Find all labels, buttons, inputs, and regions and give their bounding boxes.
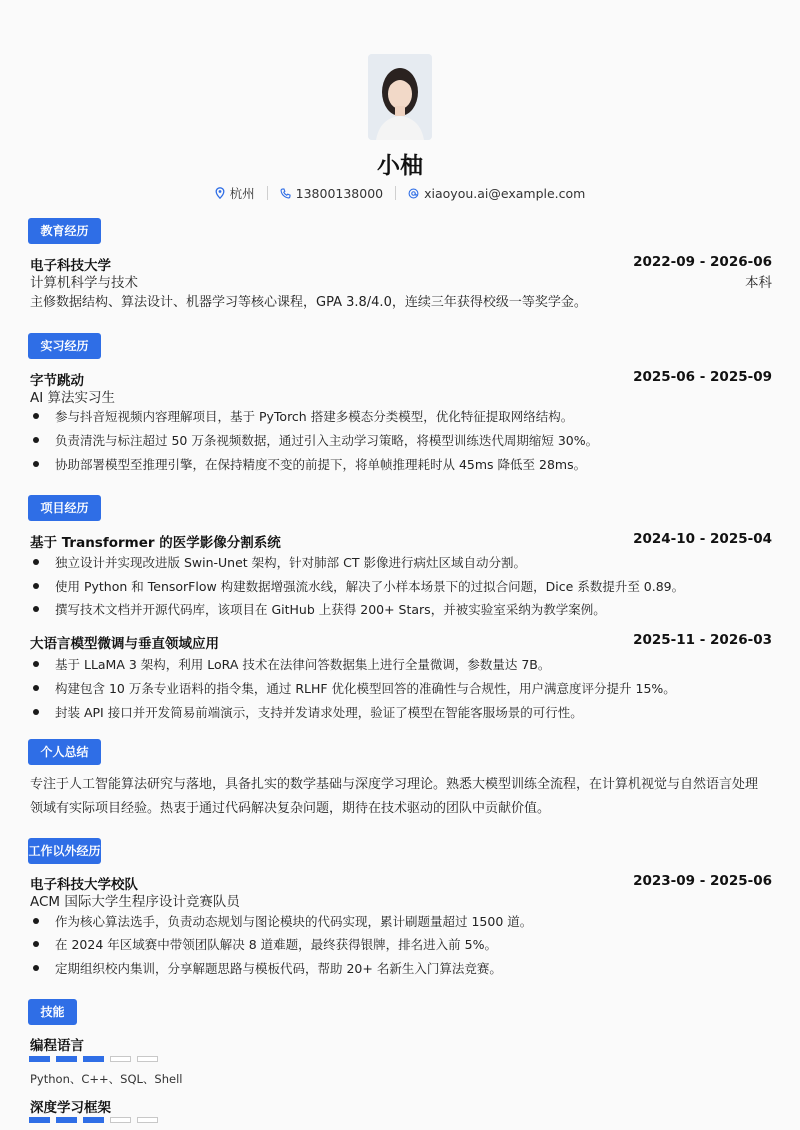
skill-level-empty xyxy=(110,1056,131,1062)
section-heading-education: 教育经历 xyxy=(28,218,101,244)
divider xyxy=(395,186,396,200)
section-heading-internship: 实习经历 xyxy=(28,333,101,359)
project-title: 基于 Transformer 的医学影像分割系统 xyxy=(30,535,281,551)
skill-level-bars xyxy=(29,1117,158,1123)
section-heading-summary: 个人总结 xyxy=(28,739,101,765)
skill-level-filled xyxy=(83,1056,104,1062)
education-subheader xyxy=(30,271,772,291)
bullet-dot xyxy=(33,413,39,419)
skill-title: 深度学习框架 xyxy=(30,1100,111,1116)
project-date: 2024-10 - 2025-04 xyxy=(633,531,772,547)
extra-role: ACM 国际大学生程序设计竞赛队员 xyxy=(30,894,240,910)
internship-date: 2025-06 - 2025-09 xyxy=(633,369,772,385)
section-heading-projects: 项目经历 xyxy=(28,495,101,521)
skill-level-empty xyxy=(137,1056,158,1062)
project-header xyxy=(30,531,772,551)
skill-level-filled xyxy=(56,1056,77,1062)
bullet-dot xyxy=(33,583,39,589)
project-title: 大语言模型微调与垂直领域应用 xyxy=(30,636,219,652)
project-date: 2025-11 - 2026-03 xyxy=(633,632,772,648)
internship-role-row xyxy=(30,386,772,406)
bullet-dot xyxy=(33,559,39,565)
phone-item xyxy=(280,186,383,201)
company-name: 字节跳动 xyxy=(30,373,84,389)
profile-photo xyxy=(368,54,432,140)
skill-title: 编程语言 xyxy=(30,1038,84,1054)
phone-icon xyxy=(280,188,291,199)
extra-date: 2023-09 - 2025-06 xyxy=(633,873,772,889)
section-heading-extra: 工作以外经历 xyxy=(28,838,101,864)
skill-level-filled xyxy=(83,1117,104,1123)
skill-level-bars xyxy=(29,1056,158,1062)
summary-line-1: 专注于人工智能算法研究与落地，具备扎实的数学基础与深度学习理论。熟悉大模型训练全流程，在计算机视觉与自然语言处理 xyxy=(30,777,759,792)
skill-level-filled xyxy=(29,1056,50,1062)
divider xyxy=(267,186,268,200)
degree: 本科 xyxy=(745,275,772,291)
bullet-dot xyxy=(33,437,39,443)
bullet-dot xyxy=(33,661,39,667)
bullet-dot xyxy=(33,941,39,947)
school-name: 电子科技大学 xyxy=(30,258,111,274)
bullet-dot xyxy=(33,606,39,612)
skill-detail: Python、C++、SQL、Shell xyxy=(30,1072,183,1086)
section-heading-skills: 技能 xyxy=(28,999,77,1025)
skill-level-empty xyxy=(137,1117,158,1123)
education-description: 主修数据结构、算法设计、机器学习等核心课程，GPA 3.8/4.0，连续三年获得校级一等奖学金。 xyxy=(30,295,587,310)
bullet-dot xyxy=(33,709,39,715)
resume-page: 小柚 杭州 13800138000 xiaoyou.ai@example.com 教育经历 电子科技大学 2022-09 - 2026-06 计算机科学与技术 本科 主修数据结构、算法设计、机器学习等核心课程，GPA 3.8/4.0，连续三年获得校级一等奖学金。 实习经历 字节跳动 2025-06 - 2025-09 AI 算法实习生 参与抖音短视频内容理解项目，基于 PyTorch 搭建多模态分类模型，优化特征提取网络结构。 负责清洗与标注超过 50 万条视频数据，通过引入主动学习策略，将模型训练迭代周期缩短 30%。 协助部署模型至推理引擎，在保持精度不变的前提下，将单帧推理耗时从 45ms 降低至 28ms。 项目经历 基于 Transformer 的医学影像分割系统 2024-10 - 2025-04 独立设计并实现改进版 Swin-Unet 架构，针对肺部 CT 影像进行病灶区域自动分割。 使用 Python 和 TensorFlow 构建数据增强流水线，解决了小样本场景下的过拟合问题，Dice 系数提升至 0.89。 撰写技术文档并开源代码库，该项目在 GitHub 上获得 200+ Stars，并被实验室采纳为教学案例。 大语言模型微调与垂直领域应用 2025-11 - 2026-03 基于 LLaMA 3 架构，利用 LoRA 技术在法律问答数据集上进行全量微调，参数量达 7B。 构建包含 10 万条专业语料的指令集，通过 RLHF 优化模型回答的准确性与合规性，用户满意度评分提升 15%。 封装 API 接口并开发简易前端演示，支持并发请求处理，验证了模型在智能客服场景的可行性。 个人总结 专注于人工智能算法研究与落地，具备扎实的数学基础与深度学习理论。熟悉大模型训练全流程，在计算机视觉与自然语言处理 领域有实际项目经验。热衷于通过代码解决复杂问题，期待在技术驱动的团队中贡献价值。 工作以外经历 电子科技大学校队 2023-09 - 2025-06 ACM 国际大学生程序设计竞赛队员 作为核心算法选手，负责动态规划与图论模块的代码实现，累计刷题量超过 1500 道。 在 2024 年区域赛中带领团队解决 8 道难题，最终获得银牌，排名进入前 5%。 定期组织校内集训，分享解题思路与模板代码，帮助 20+ 名新生入门算法竞赛。 技能 编程语言 Python、C++、SQL、Shell 深度学习框架 xyxy=(0,0,800,1130)
email-item xyxy=(408,186,585,201)
location-text: 杭州 xyxy=(229,186,255,201)
bullet-dot xyxy=(33,685,39,691)
location-item xyxy=(215,184,255,202)
internship-role: AI 算法实习生 xyxy=(30,390,116,406)
candidate-name: 小柚 xyxy=(377,153,423,179)
extra-org: 电子科技大学校队 xyxy=(30,877,138,893)
bullet-dot xyxy=(33,965,39,971)
education-date: 2022-09 - 2026-06 xyxy=(633,254,772,270)
skill-level-filled xyxy=(56,1117,77,1123)
summary-line-2: 领域有实际项目经验。热衷于通过代码解决复杂问题，期待在技术驱动的团队中贡献价值。 xyxy=(30,801,551,816)
bullet-dot xyxy=(33,918,39,924)
bullet-dot xyxy=(33,461,39,467)
project-header xyxy=(30,632,772,652)
email-text[interactable]: xiaoyou.ai@example.com xyxy=(424,185,586,201)
phone-text[interactable]: 13800138000 xyxy=(295,185,384,201)
skill-level-filled xyxy=(29,1117,50,1123)
location-pin-icon xyxy=(215,187,225,199)
major: 计算机科学与技术 xyxy=(30,275,138,291)
extra-role-row xyxy=(30,890,772,910)
contact-info xyxy=(0,184,800,202)
email-at-icon xyxy=(408,188,419,199)
skill-level-empty xyxy=(110,1117,131,1123)
